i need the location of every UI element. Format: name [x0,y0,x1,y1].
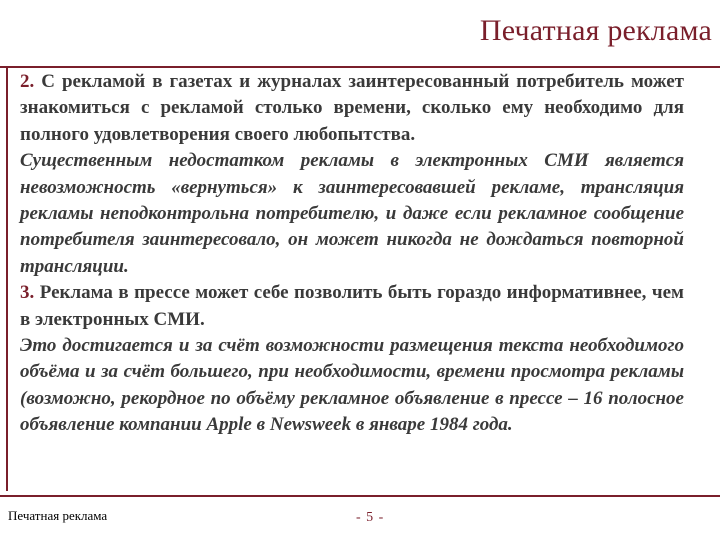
paragraph-text: Реклама в прессе может себе позволить быть гораздо информативнее, чем в электронных СМИ. [20,282,684,330]
paragraph-electronic-media: Существенным недостатком рекламы в электронных СМИ является невозможность «вернуться» к заинтересовавшей рекламе, трансляция рекламы неподконтрольна потребителю, и даже если рекламное сообщение потребителя заинтересовало, он может никогда не дождаться повторной трансляции. [20,150,684,277]
footer-label: Печатная реклама [8,508,108,523]
slide-body [20,69,684,439]
paragraph-apple-example: Это достигается и за счёт возможности размещения текста необходимого объёма и за счёт большего, при необходимости, времени просмотра рекламы (возможно, рекордное по объёму рекламное объявление в прессе – 16 полосное объявление компании Apple в Newsweek в январе 1984 года. [20,335,684,436]
footer-divider [0,495,720,497]
paragraph-number: 2. [20,71,35,92]
paragraph-2 [20,69,684,148]
page-number: - 5 - [356,510,385,525]
slide-title: Печатная реклама [479,14,712,47]
title-divider [0,66,720,68]
left-border-line [6,66,8,491]
paragraph-text: С рекламой в газетах и журналах заинтересованный потребитель может знакомиться с рекламой столько времени, сколько ему необходимо для полного удовлетворения своего любопытства. [20,71,684,145]
paragraph-3 [20,280,684,333]
paragraph-number: 3. [20,282,35,304]
